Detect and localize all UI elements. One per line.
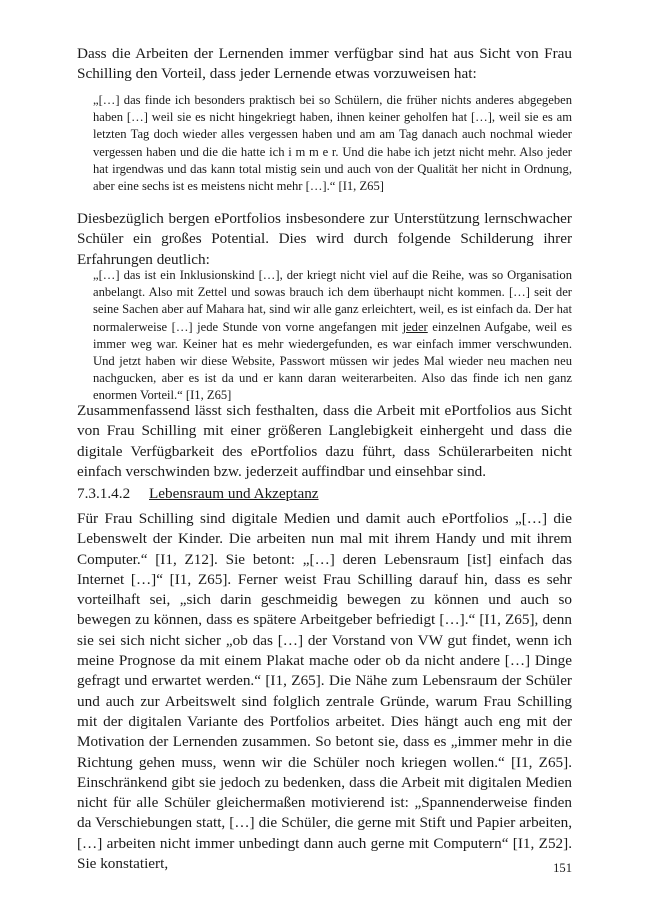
quote-2-text-before: „[…] das ist ein Inklusionskind […], der kriegt nicht viel auf die Reihe, was so Organisation anbelangt. Also mit Zettel und sowas brauch ich dem überhaupt nicht kommen. […] seit der seine Sachen aber auf Mahara hat, sind wir alle ganz erleichtert, weil, es ist einfach da. Der hat normalerweise […] jede Stunde von vorne angefangen mit: [93, 268, 572, 334]
section-number: 7.3.1.4.2: [77, 485, 131, 502]
paragraph-intro: Dass die Arbeiten der Lernenden immer verfügbar sind hat aus Sicht von Frau Schilling den Vorteil, dass jeder Lernende etwas vorzuweisen hat:: [77, 45, 572, 83]
block-quote-2: [93, 267, 572, 405]
paragraph-summary: Zusammenfassend lässt sich festhalten, dass die Arbeit mit ePortfolios aus Sicht von Frau Schilling mit einer größeren Langlebigkeit einhergeht und dass die digitale Verfügbarkeit des ePortfolios dazu führt, dass Schülerarbeiten nicht einfach verschwinden bzw. jederzeit auffindbar und einsehbar sind.: [77, 402, 572, 480]
block-quote-1: „[…] das finde ich besonders praktisch bei so Schülern, die früher nichts anderes abgegeben haben […] weil sie es nicht hingekriegt haben, ihnen keiner geholfen hat […], weil sie es am letzten Tag doch wieder alles vergessen haben und am am Tag danach auch nochmal wieder vergessen haben und die die hatte ich i m m e r. Und die habe ich jetzt nicht mehr. Also jeder hat irgendwas und das kann total mistig sein und auch von der Qualität her nicht in Ordnung, aber eine sechs ist es meistens nicht mehr […].“ [I1, Z65]: [93, 93, 572, 194]
section-heading: [77, 484, 319, 504]
page-number: 151: [553, 861, 572, 875]
quote-2-underlined-word: jeder: [402, 319, 428, 334]
paragraph-lebensraum: Für Frau Schilling sind digitale Medien und damit auch ePortfolios „[…] die Lebenswelt der Kinder. Die arbeiten nun mal mit ihrem Handy und mit ihrem Computer.“ [I1, Z12]. Sie betont: „[…] deren Lebensraum [ist] einfach das Internet […]“ [I1, Z65]. Ferner weist Frau Schilling darauf hin, dass es sehr vorteilhaft sei, „sich darin geschmeidig bewegen zu können und auch so bewegen zu können, dass es spätere Arbeitgeber befriedigt […].“ [I1, Z65], denn sie sei sich nicht sicher „ob das […] der Vorstand von VW gut findet, wenn ich meine Prognose da mit einem Plakat mache oder ob da nicht andere […] Dinge gefragt und erwartet werden.“ [I1, Z65]. Die Nähe zum Lebensraum der Schüler und auch zur Arbeitswelt sind folglich zentrale Gründe, warum Frau Schilling mit der digitalen Variante des Portfolios arbeitet. Dies hängt auch eng mit der Motivation der Lernenden zusammen. So betont sie, dass es „immer mehr in die Richtung gehen muss, wenn wir die Schüler noch kriegen wollen.“ [I1, Z65]. Einschränkend gibt sie jedoch zu bedenken, dass die Arbeit mit digitalen Medien nicht für alle Schüler gleichermaßen motivierend ist: „Spannenderweise finden da Verschiebungen statt, […] die Schüler, die gerne mit Stift und Papier arbeiten, […] arbeiten nicht immer unbedingt dann auch gerne mit Computern“ [I1, Z52]. Sie konstatiert,: [77, 510, 572, 873]
section-title: Lebensraum und Akzeptanz: [149, 485, 319, 502]
paragraph-potential: Diesbezüglich bergen ePortfolios insbesondere zur Unterstützung lernschwacher Schüler ein großes Potential. Dies wird durch folgende Schilderung ihrer Erfahrungen deutlich:: [77, 210, 572, 268]
quote-2-text-after: einzelnen Aufgabe, weil es immer weg war. Keiner hat es mehr wiedergefunden, es war einfach immer verschwunden. Und jetzt haben wir diese Website, Passwort müssen wir jedes Mal wieder neu machen neu nachgucken, aber es ist da und er kann daran weiterarbeiten. Also das finde ich nen ganz enormen Vorteil.“ [I1, Z65]: [93, 319, 573, 403]
